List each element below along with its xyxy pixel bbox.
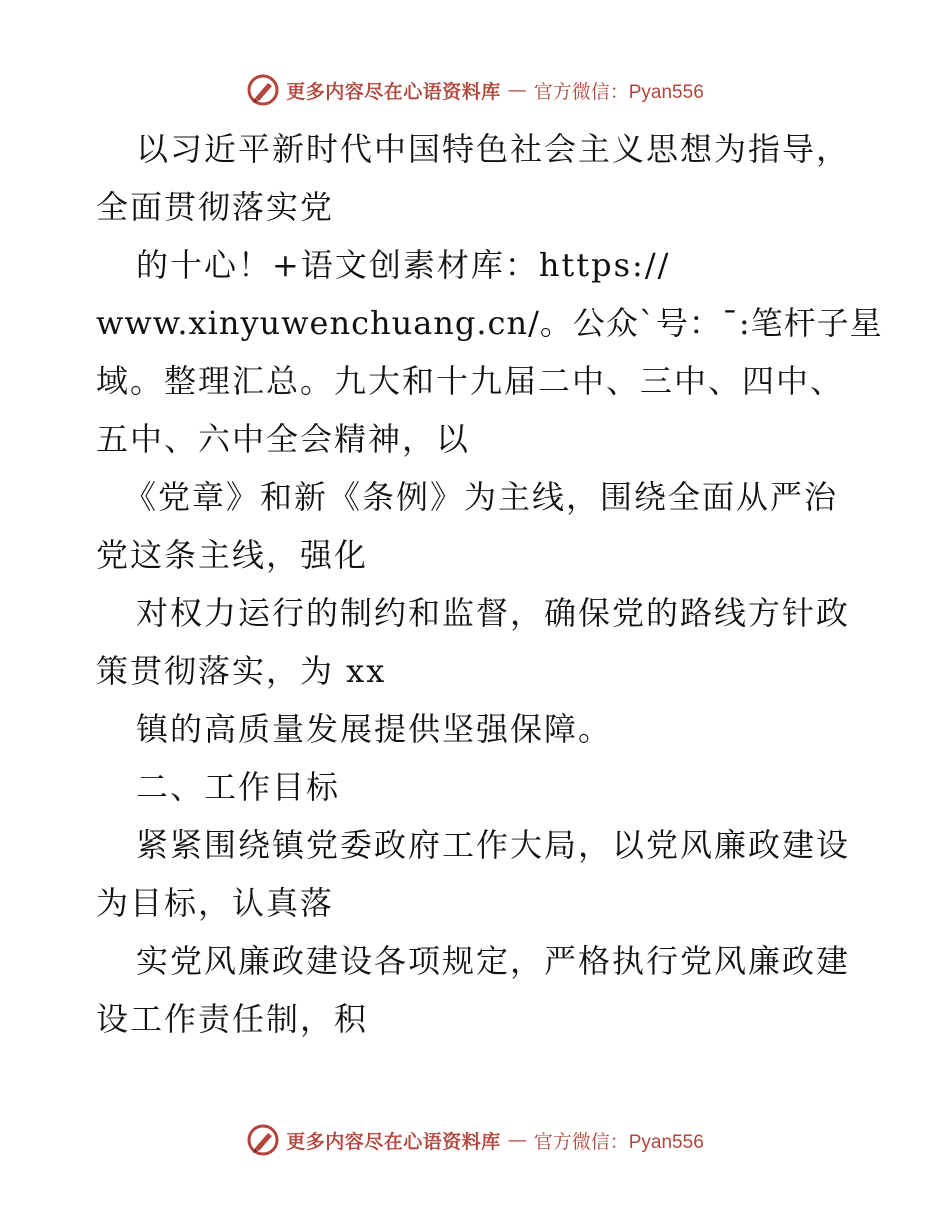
banner-title: 更多内容尽在心语资料库 <box>286 80 501 103</box>
banner-separator: — <box>507 1129 527 1151</box>
text-line: 域。整理汇总。九大和十九届二中、三中、四中、 <box>96 362 845 400</box>
header-banner <box>0 70 950 110</box>
banner-contact: 官方微信：Pyan556 <box>533 81 704 103</box>
text-line: 对权力运行的制约和监督，确保党的路线方针政 <box>136 594 851 632</box>
footer-banner <box>0 1120 950 1160</box>
text-line: www.xinyuwenchuang.cn/。公众`号：¯:笔杆子星 <box>96 304 883 342</box>
text-line: 以习近平新时代中国特色社会主义思想为指导， <box>136 130 851 168</box>
text-line: 策贯彻落实，为 xx <box>96 652 387 690</box>
text-line: 设工作责任制，积 <box>96 1000 369 1038</box>
pen-logo-icon <box>246 1123 280 1157</box>
banner-contact: 官方微信：Pyan556 <box>533 1131 704 1153</box>
text-line: 全面贯彻落实党 <box>96 188 335 226</box>
document-body <box>96 120 883 1048</box>
text-line: 实党风廉政建设各项规定，严格执行党风廉政建 <box>136 942 851 980</box>
section-heading: 二、工作目标 <box>136 768 341 806</box>
text-line: 的十心！+语文创素材库：https:// <box>136 246 671 284</box>
text-line: 《党章》和新《条例》为主线，围绕全面从严治 <box>124 478 839 516</box>
text-line: 党这条主线，强化 <box>96 536 369 574</box>
pen-logo-icon <box>246 73 280 107</box>
text-line: 紧紧围绕镇党委政府工作大局，以党风廉政建设 <box>136 826 851 864</box>
text-line: 为目标，认真落 <box>96 884 335 922</box>
text-line: 镇的高质量发展提供坚强保障。 <box>136 710 613 748</box>
text-line: 五中、六中全会精神，以 <box>96 420 471 458</box>
banner-title: 更多内容尽在心语资料库 <box>286 1130 501 1153</box>
banner-separator: — <box>507 79 527 101</box>
